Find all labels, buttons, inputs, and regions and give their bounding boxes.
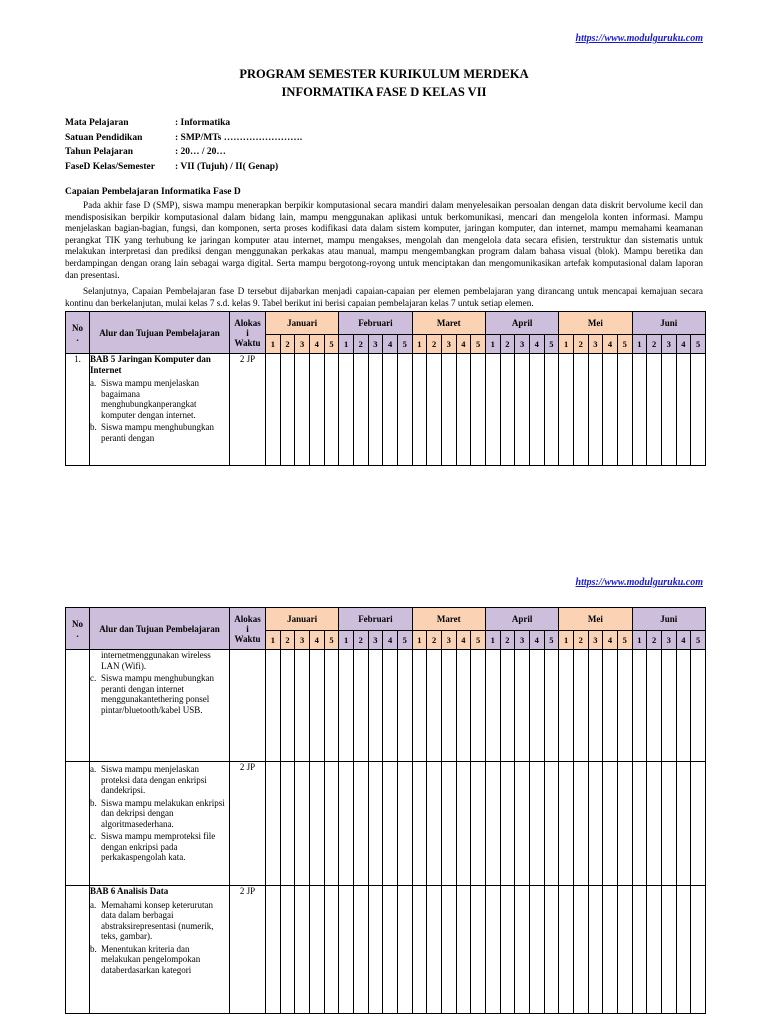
week-cell[interactable] bbox=[456, 762, 471, 886]
meta-row bbox=[65, 160, 302, 175]
list-item bbox=[90, 831, 229, 863]
item-text: Siswa mampu menghubungkan peranti dengan internet menggunakantethering ponsel pintar/bluetooth/kabel USB. bbox=[101, 673, 214, 715]
list-item bbox=[90, 764, 229, 796]
item-text: Memahami konsep keterurutan data dalam berbagai abstraksirepresentasi (numerik, teks, gambar). bbox=[101, 899, 214, 941]
header-week: 5 bbox=[471, 631, 486, 650]
week-cell[interactable] bbox=[383, 650, 398, 762]
item-label: c. bbox=[90, 673, 97, 683]
header-week: 2 bbox=[500, 335, 515, 354]
week-cell[interactable] bbox=[515, 354, 530, 466]
header-week: 4 bbox=[383, 335, 398, 354]
item-label: a. bbox=[90, 899, 97, 910]
row-content bbox=[90, 650, 230, 762]
week-cell[interactable] bbox=[339, 650, 354, 762]
header-week: 5 bbox=[471, 335, 486, 354]
header-week: 2 bbox=[280, 335, 295, 354]
week-cell[interactable] bbox=[632, 886, 647, 1014]
week-cell[interactable] bbox=[266, 762, 281, 886]
week-cell[interactable] bbox=[427, 650, 442, 762]
header-url-link-page2[interactable]: https://www.modulguruku.com bbox=[575, 577, 703, 588]
document-meta bbox=[65, 116, 302, 174]
week-cell[interactable] bbox=[456, 650, 471, 762]
list-item bbox=[90, 673, 229, 715]
header-week: 4 bbox=[309, 631, 324, 650]
week-cell[interactable] bbox=[529, 886, 544, 1014]
item-label: a. bbox=[90, 378, 97, 388]
header-month: April bbox=[485, 312, 558, 335]
week-cell[interactable] bbox=[691, 886, 706, 1014]
week-cell[interactable] bbox=[588, 886, 603, 1014]
meta-row bbox=[65, 145, 302, 160]
header-no: No . bbox=[66, 608, 90, 650]
header-week: 5 bbox=[324, 631, 339, 650]
meta-label: Satuan Pendidikan bbox=[65, 132, 143, 143]
header-week: 5 bbox=[544, 335, 559, 354]
week-cell[interactable] bbox=[559, 886, 574, 1014]
week-cell[interactable] bbox=[544, 762, 559, 886]
week-cell[interactable] bbox=[441, 762, 456, 886]
week-cell[interactable] bbox=[295, 762, 310, 886]
week-cell[interactable] bbox=[427, 354, 442, 466]
week-cell[interactable] bbox=[397, 650, 412, 762]
week-cell[interactable] bbox=[280, 762, 295, 886]
week-cell[interactable] bbox=[676, 354, 691, 466]
week-cell[interactable] bbox=[691, 762, 706, 886]
week-cell[interactable] bbox=[441, 354, 456, 466]
week-cell[interactable] bbox=[485, 650, 500, 762]
header-month: Februari bbox=[339, 312, 412, 335]
header-week: 3 bbox=[588, 335, 603, 354]
week-cell[interactable] bbox=[603, 762, 618, 886]
week-cell[interactable] bbox=[588, 354, 603, 466]
header-week: 3 bbox=[588, 631, 603, 650]
week-cell[interactable] bbox=[309, 886, 324, 1014]
table-row bbox=[66, 354, 706, 466]
schedule-table-page2 bbox=[65, 607, 706, 1014]
header-week: 5 bbox=[617, 335, 632, 354]
meta-label: Mata Pelajaran bbox=[65, 118, 129, 128]
item-label: b. bbox=[90, 797, 97, 808]
header-week: 2 bbox=[353, 631, 368, 650]
week-cell[interactable] bbox=[324, 354, 339, 466]
schedule-table-page1 bbox=[65, 311, 706, 466]
row-number: 1. bbox=[66, 354, 90, 466]
item-text: Siswa mampu menjelaskan proteksi data dengan enkripsi dandekripsi. bbox=[101, 764, 207, 795]
week-cell[interactable] bbox=[559, 354, 574, 466]
week-cell[interactable] bbox=[383, 354, 398, 466]
week-cell[interactable] bbox=[632, 650, 647, 762]
item-label: b. bbox=[90, 422, 97, 432]
week-cell[interactable] bbox=[588, 650, 603, 762]
week-cell[interactable] bbox=[647, 354, 662, 466]
week-cell[interactable] bbox=[617, 650, 632, 762]
meta-label: FaseD Kelas/Semester bbox=[65, 161, 155, 172]
paragraph-selanjutnya: Selanjutnya, Capaian Pembelajaran fase D tersebut dijabarkan menjadi capaian-capaian per elemen pembelajaran yang dirancang untuk mencapai kemajuan secara kontinu dan berkelanjutan, mulai kelas 7 s.d. kelas 9. Tabel berikut ini berisi capaian pembelajaran kelas 7 untuk setiap elemen. bbox=[65, 286, 703, 308]
header-url-link[interactable]: https://www.modulguruku.com bbox=[575, 33, 703, 44]
item-text: Menentukan kriteria dan melakukan pengelompokan databerdasarkan kategori bbox=[101, 943, 201, 975]
header-week: 2 bbox=[647, 335, 662, 354]
row-time: 2 JP bbox=[230, 762, 266, 886]
item-text: Siswa mampu menghubungkan peranti dengan bbox=[101, 422, 214, 443]
week-cell[interactable] bbox=[295, 886, 310, 1014]
meta-value: : SMP/MTs ……………………. bbox=[175, 132, 303, 143]
week-cell[interactable] bbox=[529, 762, 544, 886]
row-time: 2 JP bbox=[230, 886, 266, 1014]
header-week: 1 bbox=[559, 631, 574, 650]
week-cell[interactable] bbox=[559, 762, 574, 886]
row-time bbox=[230, 650, 266, 762]
document-title-line2: INFORMATIKA FASE D KELAS VII bbox=[281, 85, 487, 99]
week-cell[interactable] bbox=[456, 354, 471, 466]
header-month: Mei bbox=[559, 312, 632, 335]
row-time: 2 JP bbox=[230, 354, 266, 466]
header-week: 5 bbox=[691, 335, 706, 354]
header-alokasi: Alokas i Waktu bbox=[230, 312, 266, 354]
header-week: 3 bbox=[661, 631, 676, 650]
week-cell[interactable] bbox=[339, 886, 354, 1014]
header-alokasi: Alokas i Waktu bbox=[230, 608, 266, 650]
week-cell[interactable] bbox=[529, 354, 544, 466]
item-text: Siswa mampu menjelaskan bagaimana menghubungkanperangkat komputer dengan internet. bbox=[101, 378, 199, 420]
header-week: 1 bbox=[412, 335, 427, 354]
header-week: 4 bbox=[309, 335, 324, 354]
week-cell[interactable] bbox=[485, 762, 500, 886]
header-week: 1 bbox=[632, 335, 647, 354]
week-cell[interactable] bbox=[559, 650, 574, 762]
week-cell[interactable] bbox=[353, 354, 368, 466]
week-cell[interactable] bbox=[647, 650, 662, 762]
week-cell[interactable] bbox=[573, 354, 588, 466]
week-cell[interactable] bbox=[353, 650, 368, 762]
header-week: 3 bbox=[441, 631, 456, 650]
meta-value: : 20… / 20… bbox=[175, 147, 226, 157]
week-cell[interactable] bbox=[588, 762, 603, 886]
header-week: 2 bbox=[573, 335, 588, 354]
week-cell[interactable] bbox=[383, 762, 398, 886]
list-item bbox=[90, 422, 229, 443]
week-cell[interactable] bbox=[573, 886, 588, 1014]
table-row bbox=[66, 886, 706, 1014]
document-title-line1: PROGRAM SEMESTER KURIKULUM MERDEKA bbox=[239, 67, 529, 81]
row-number bbox=[66, 762, 90, 886]
header-week: 4 bbox=[603, 631, 618, 650]
week-cell[interactable] bbox=[266, 650, 281, 762]
week-cell[interactable] bbox=[485, 354, 500, 466]
week-cell[interactable] bbox=[544, 650, 559, 762]
header-month: Januari bbox=[266, 608, 339, 631]
section-heading: Capaian Pembelajaran Informatika Fase D bbox=[65, 187, 241, 197]
week-cell[interactable] bbox=[353, 886, 368, 1014]
week-cell[interactable] bbox=[544, 886, 559, 1014]
header-week: 5 bbox=[691, 631, 706, 650]
header-week: 4 bbox=[383, 631, 398, 650]
week-cell[interactable] bbox=[691, 354, 706, 466]
week-cell[interactable] bbox=[485, 886, 500, 1014]
header-month: Mei bbox=[559, 608, 632, 631]
week-cell[interactable] bbox=[500, 650, 515, 762]
header-week: 5 bbox=[544, 631, 559, 650]
week-cell[interactable] bbox=[603, 354, 618, 466]
week-cell[interactable] bbox=[617, 886, 632, 1014]
week-cell[interactable] bbox=[661, 886, 676, 1014]
week-cell[interactable] bbox=[368, 886, 383, 1014]
header-week: 4 bbox=[529, 631, 544, 650]
week-cell[interactable] bbox=[632, 354, 647, 466]
meta-value: : Informatika bbox=[175, 118, 231, 128]
item-text: Siswa mampu memproteksi file dengan enkripsi pada perkakaspengolah kata. bbox=[101, 831, 216, 862]
header-week: 2 bbox=[280, 631, 295, 650]
week-cell[interactable] bbox=[368, 650, 383, 762]
week-cell[interactable] bbox=[339, 762, 354, 886]
header-week: 4 bbox=[603, 335, 618, 354]
header-no: No . bbox=[66, 312, 90, 354]
week-cell[interactable] bbox=[515, 650, 530, 762]
week-cell[interactable] bbox=[353, 762, 368, 886]
header-week: 3 bbox=[295, 335, 310, 354]
header-month: Maret bbox=[412, 312, 485, 335]
week-cell[interactable] bbox=[647, 886, 662, 1014]
item-text: Siswa mampu melakukan enkripsi dan dekripsi dengan algoritmasederhana. bbox=[101, 797, 225, 829]
week-cell[interactable] bbox=[441, 886, 456, 1014]
header-week: 3 bbox=[515, 335, 530, 354]
header-week: 1 bbox=[485, 335, 500, 354]
header-month: Juni bbox=[632, 608, 705, 631]
row-content bbox=[90, 886, 230, 1014]
header-week: 3 bbox=[368, 335, 383, 354]
week-cell[interactable] bbox=[661, 650, 676, 762]
header-week: 3 bbox=[515, 631, 530, 650]
week-cell[interactable] bbox=[427, 886, 442, 1014]
header-week: 1 bbox=[266, 335, 281, 354]
header-week: 1 bbox=[266, 631, 281, 650]
week-cell[interactable] bbox=[280, 650, 295, 762]
table-row bbox=[66, 650, 706, 762]
week-cell[interactable] bbox=[456, 886, 471, 1014]
week-cell[interactable] bbox=[412, 762, 427, 886]
row-content bbox=[90, 762, 230, 886]
week-cell[interactable] bbox=[632, 762, 647, 886]
meta-row bbox=[65, 131, 302, 146]
week-cell[interactable] bbox=[412, 354, 427, 466]
week-cell[interactable] bbox=[471, 762, 486, 886]
header-week: 2 bbox=[353, 335, 368, 354]
week-cell[interactable] bbox=[617, 762, 632, 886]
row-number bbox=[66, 886, 90, 1014]
chapter-title: BAB 5 Jaringan Komputer dan Internet bbox=[90, 354, 211, 375]
list-item bbox=[90, 900, 229, 942]
item-label: b. bbox=[90, 943, 97, 954]
meta-value: : VII (Tujuh) / II( Genap) bbox=[175, 161, 279, 172]
week-cell[interactable] bbox=[500, 354, 515, 466]
week-cell[interactable] bbox=[383, 886, 398, 1014]
week-cell[interactable] bbox=[368, 762, 383, 886]
list-item bbox=[90, 378, 229, 420]
header-week: 4 bbox=[456, 335, 471, 354]
header-week: 1 bbox=[339, 335, 354, 354]
header-week: 4 bbox=[676, 631, 691, 650]
week-cell[interactable] bbox=[412, 650, 427, 762]
list-item bbox=[90, 798, 229, 830]
week-cell[interactable] bbox=[397, 762, 412, 886]
week-cell[interactable] bbox=[500, 886, 515, 1014]
week-cell[interactable] bbox=[661, 762, 676, 886]
header-week: 2 bbox=[427, 335, 442, 354]
header-week: 3 bbox=[661, 335, 676, 354]
header-week: 1 bbox=[632, 631, 647, 650]
header-week: 5 bbox=[617, 631, 632, 650]
week-cell[interactable] bbox=[412, 886, 427, 1014]
header-month: Juni bbox=[632, 312, 705, 335]
week-cell[interactable] bbox=[397, 886, 412, 1014]
week-cell[interactable] bbox=[529, 650, 544, 762]
header-week: 5 bbox=[397, 631, 412, 650]
week-cell[interactable] bbox=[676, 762, 691, 886]
week-cell[interactable] bbox=[280, 886, 295, 1014]
header-week: 2 bbox=[647, 631, 662, 650]
week-cell[interactable] bbox=[397, 354, 412, 466]
header-week: 2 bbox=[573, 631, 588, 650]
week-cell[interactable] bbox=[515, 886, 530, 1014]
header-week: 5 bbox=[397, 335, 412, 354]
header-week: 1 bbox=[559, 335, 574, 354]
header-week: 1 bbox=[339, 631, 354, 650]
header-week: 1 bbox=[485, 631, 500, 650]
meta-row bbox=[65, 116, 302, 131]
week-cell[interactable] bbox=[309, 762, 324, 886]
week-cell[interactable] bbox=[309, 650, 324, 762]
week-cell[interactable] bbox=[691, 650, 706, 762]
week-cell[interactable] bbox=[603, 886, 618, 1014]
chapter-title: BAB 6 Analisis Data bbox=[90, 886, 169, 896]
header-week: 2 bbox=[427, 631, 442, 650]
week-cell[interactable] bbox=[573, 762, 588, 886]
header-month: Maret bbox=[412, 608, 485, 631]
item-label: c. bbox=[90, 831, 97, 841]
header-week: 4 bbox=[529, 335, 544, 354]
header-week: 4 bbox=[676, 335, 691, 354]
week-cell[interactable] bbox=[661, 354, 676, 466]
continued-text: internetmenggunakan wireless LAN (Wifi). bbox=[101, 650, 211, 671]
item-label: a. bbox=[90, 764, 97, 774]
week-cell[interactable] bbox=[500, 762, 515, 886]
header-week: 1 bbox=[412, 631, 427, 650]
row-number bbox=[66, 650, 90, 762]
week-cell[interactable] bbox=[266, 354, 281, 466]
week-cell[interactable] bbox=[324, 650, 339, 762]
header-month: Februari bbox=[339, 608, 412, 631]
week-cell[interactable] bbox=[676, 886, 691, 1014]
week-cell[interactable] bbox=[295, 354, 310, 466]
week-cell[interactable] bbox=[339, 354, 354, 466]
row-content bbox=[90, 354, 230, 466]
week-cell[interactable] bbox=[515, 762, 530, 886]
header-month: April bbox=[485, 608, 558, 631]
week-cell[interactable] bbox=[427, 762, 442, 886]
week-cell[interactable] bbox=[295, 650, 310, 762]
week-cell[interactable] bbox=[324, 886, 339, 1014]
week-cell[interactable] bbox=[441, 650, 456, 762]
header-month: Januari bbox=[266, 312, 339, 335]
week-cell[interactable] bbox=[617, 354, 632, 466]
week-cell[interactable] bbox=[266, 886, 281, 1014]
week-cell[interactable] bbox=[324, 762, 339, 886]
week-cell[interactable] bbox=[603, 650, 618, 762]
week-cell[interactable] bbox=[368, 354, 383, 466]
week-cell[interactable] bbox=[573, 650, 588, 762]
week-cell[interactable] bbox=[280, 354, 295, 466]
week-cell[interactable] bbox=[309, 354, 324, 466]
list-item bbox=[90, 944, 229, 976]
week-cell[interactable] bbox=[544, 354, 559, 466]
week-cell[interactable] bbox=[676, 650, 691, 762]
meta-label: Tahun Pelajaran bbox=[65, 147, 134, 157]
week-cell[interactable] bbox=[647, 762, 662, 886]
table-row bbox=[66, 762, 706, 886]
week-cell[interactable] bbox=[471, 886, 486, 1014]
header-week: 3 bbox=[441, 335, 456, 354]
header-week: 5 bbox=[324, 335, 339, 354]
week-cell[interactable] bbox=[471, 354, 486, 466]
header-alur: Alur dan Tujuan Pembelajaran bbox=[90, 312, 230, 354]
header-week: 4 bbox=[456, 631, 471, 650]
week-cell[interactable] bbox=[471, 650, 486, 762]
paragraph-capaian: Pada akhir fase D (SMP), siswa mampu menerapkan berpikir komputasional secara mandiri dalam menyelesaikan persoalan dengan data diskrit bervolume kecil dan mendisposisikan berpikir komputasional dalam bidang lain, mampu menggunakan aplikasi untuk berkomunikasi, mencari dan mengelola konten informasi. Mampu menjelaskan bagian-bagian, fungsi, dan komponen, serta proses kodifikasi data dalam sistem komputer, jaringan komputer, dan internet, mampu memahami keamanan perangkat TIK yang terhubung ke jaringan komputer atau internet, mampu mengakses, mengolah dan mengelola data secara efisien, terstruktur dan sistematis untuk melakukan interpretasi dan prediksi dengan menggunakan perkakas atau manual, mampu mengembangkan program dalam bahasa visual (blok). Mampu beretika dan berdampingan dengan orang lain sebagai warga digital. Serta mampu bergotong-royong untuk menciptakan dan mengomunikasikan artefak komputasional dalam laporan dan presentasi. bbox=[65, 200, 703, 280]
header-week: 3 bbox=[295, 631, 310, 650]
header-week: 3 bbox=[368, 631, 383, 650]
header-alur: Alur dan Tujuan Pembelajaran bbox=[90, 608, 230, 650]
header-week: 2 bbox=[500, 631, 515, 650]
